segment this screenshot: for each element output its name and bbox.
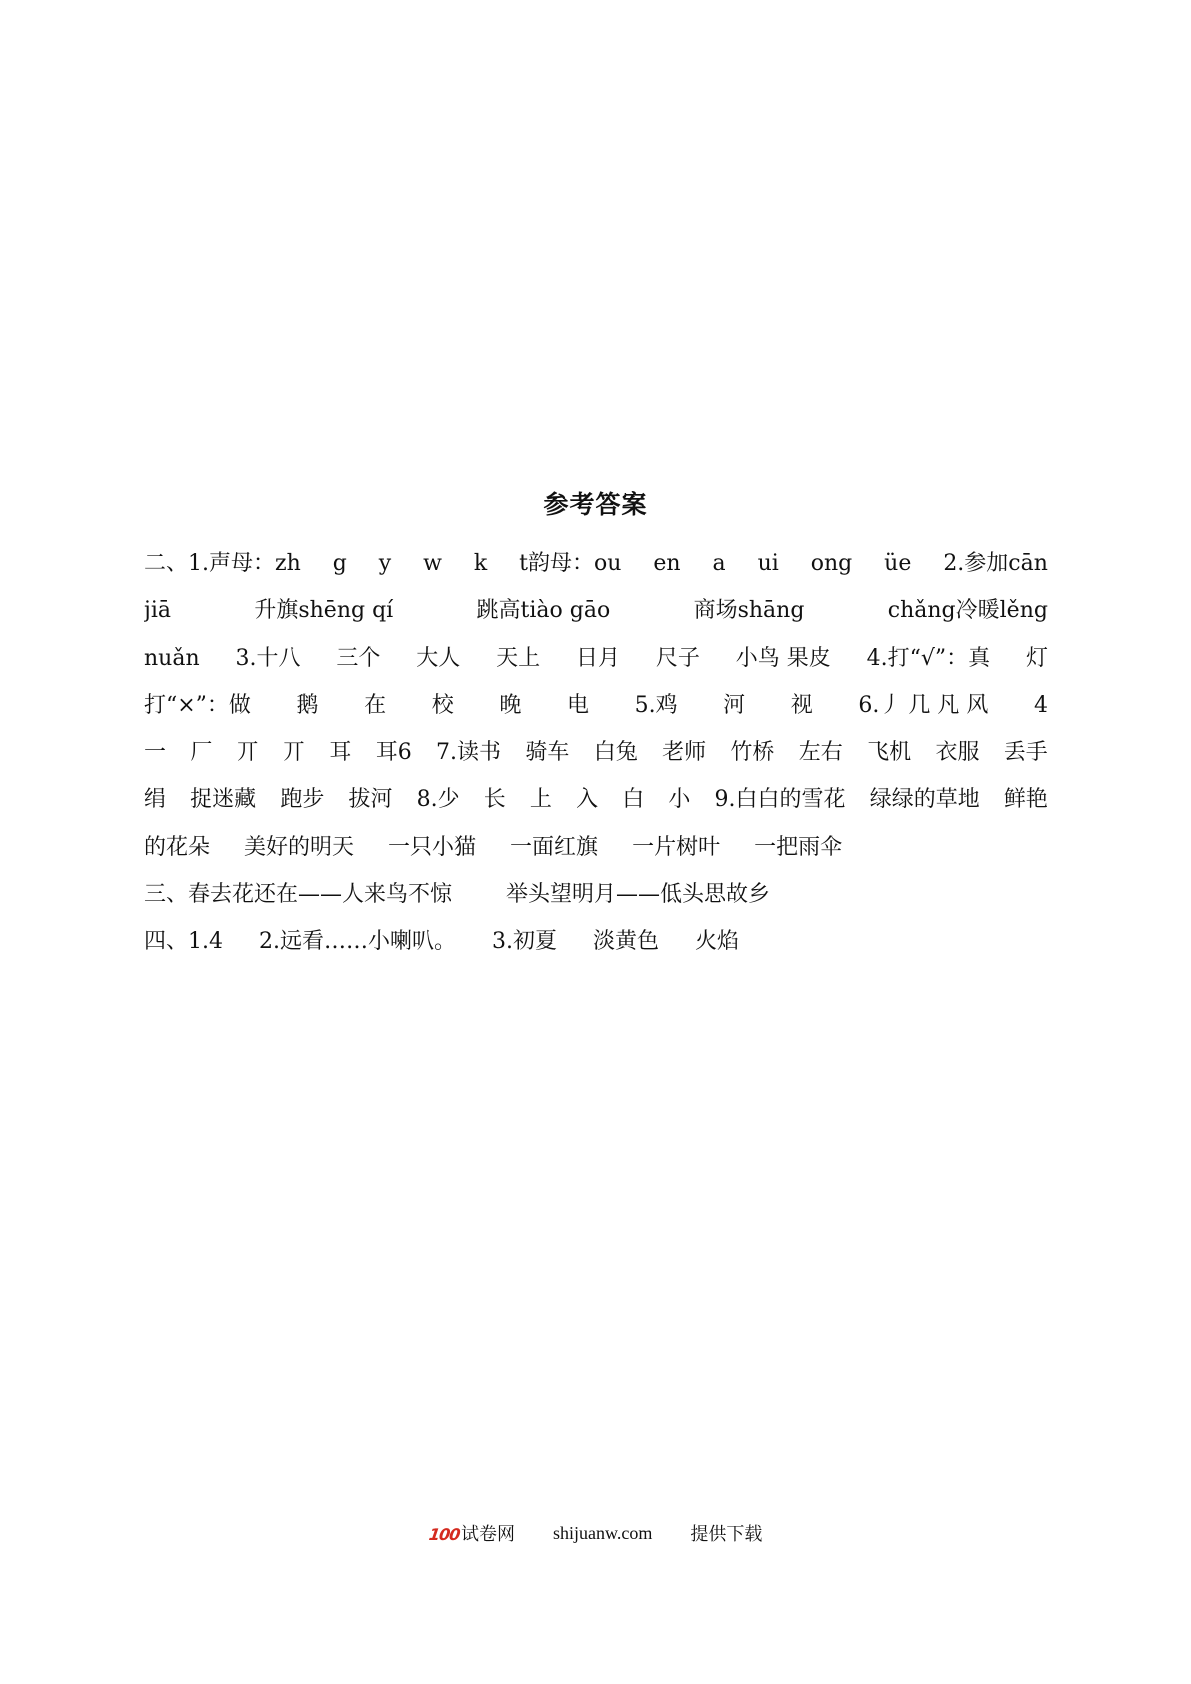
answer-segment: 火焰 [695, 929, 740, 955]
answer-segment: 河 [723, 692, 746, 718]
answer-segment: 三个 [336, 645, 381, 671]
answer-segment: ui [757, 551, 779, 576]
answer-segment: jiā [144, 598, 171, 624]
answer-line-3 [144, 635, 1048, 682]
answer-segment: y [378, 551, 392, 576]
answer-segment: 视 [790, 692, 813, 718]
answer-segment: 跳高tiào gāo [476, 598, 611, 624]
answer-segment: 2.远看……小喇叭。 [259, 929, 456, 955]
brand-name: 试卷网 [461, 1524, 516, 1544]
answer-segment: 天上 [496, 645, 541, 671]
answer-segment: 晚 [499, 692, 522, 718]
answer-segment: 老师 [662, 740, 707, 766]
answer-line-4 [144, 682, 1048, 729]
page-footer [0, 1520, 1191, 1546]
answer-segment: 6.丿 几 凡 风 [858, 692, 989, 718]
answer-segment: 一片树叶 [632, 834, 721, 860]
answer-segment: 在 [364, 692, 387, 718]
answer-segment: k [473, 551, 488, 576]
answer-segment: 丌 [283, 740, 306, 766]
site-url: shijuanw.com [553, 1522, 653, 1543]
answer-segment: 长 [483, 787, 506, 813]
answer-segment: 美好的明天 [244, 834, 355, 860]
answer-segment: 小鸟 果皮 [735, 645, 831, 671]
answer-segment: en [653, 551, 681, 576]
answer-segment: 3.十八 [235, 645, 301, 671]
answer-segment: 左右 [798, 740, 843, 766]
answer-segment: 7.读书 [436, 740, 502, 766]
answer-segment: 绿绿的草地 [869, 787, 980, 813]
page-title: 参考答案 [543, 490, 648, 519]
answer-segment: 白 [622, 787, 645, 813]
answer-segment: 淡黄色 [593, 929, 660, 955]
answer-segment: 3.初夏 [492, 929, 557, 955]
answer-segment: 鹅 [296, 692, 319, 718]
answer-segment: 上 [529, 787, 552, 813]
answer-segment: 绢 [144, 787, 167, 813]
answer-segment: a [712, 551, 726, 576]
answer-segment: 飞机 [867, 740, 912, 766]
answer-segment: 耳 [329, 740, 352, 766]
download-note: 提供下载 [690, 1524, 763, 1544]
answer-segment: 4 [1033, 692, 1048, 718]
answer-segment: w [423, 551, 442, 576]
answer-segment: 的花朵 [144, 834, 211, 860]
answer-segment: nuǎn [144, 645, 200, 671]
answer-segment: 4.打“√”：真 [866, 645, 991, 671]
answer-segment: 打“×”：做 [144, 692, 251, 718]
answer-segment: ong [810, 551, 853, 576]
answer-segment: 厂 [190, 740, 213, 766]
answer-segment: 跑步 [280, 787, 325, 813]
answer-segment: 耳6 [375, 740, 412, 766]
answer-segment: 四、1.4 [144, 929, 223, 955]
answer-segment: 升旗shēng qí [254, 598, 394, 624]
answer-segment: 日月 [575, 645, 620, 671]
answer-body [144, 540, 1048, 966]
answer-segment: 拔河 [348, 787, 393, 813]
answer-segment: 骑车 [525, 740, 570, 766]
answer-segment: 一只小猫 [388, 834, 477, 860]
answer-segment: g [332, 551, 347, 576]
answer-segment: 捉迷藏 [190, 787, 257, 813]
answer-segment: chǎng冷暖lěng [887, 598, 1048, 624]
answer-line-5 [144, 729, 1048, 776]
answer-segment: 一面红旗 [510, 834, 599, 860]
answer-segment: 尺子 [655, 645, 700, 671]
answer-line-2 [144, 587, 1048, 634]
answer-segment: 举头望明月——低头思故乡 [506, 882, 771, 908]
site-brand [429, 1520, 515, 1546]
answer-segment: 灯 [1025, 645, 1048, 671]
answer-segment: 校 [431, 692, 454, 718]
answer-segment: 商场shāng [693, 598, 805, 624]
answer-segment: 丌 [236, 740, 259, 766]
answer-segment: 一 [144, 740, 167, 766]
answer-segment: 2.参加cān [943, 551, 1048, 576]
answer-line-1 [144, 540, 1048, 587]
site-logo: 100 [427, 1525, 461, 1544]
answer-segment: 鲜艳 [1003, 787, 1048, 813]
answer-segment: üe [884, 551, 912, 576]
answer-segment: 9.白白的雪花 [714, 787, 846, 813]
answer-segment: 5.鸡 [634, 692, 678, 718]
answer-line-9 [144, 918, 1048, 965]
answer-segment: 8.少 [416, 787, 460, 813]
answer-segment: 衣服 [935, 740, 980, 766]
answer-segment: 白兔 [593, 740, 638, 766]
answer-segment: 丢手 [1003, 740, 1048, 766]
answer-segment: 竹桥 [730, 740, 775, 766]
answer-line-6 [144, 776, 1048, 823]
answer-segment: t韵母：ou [519, 551, 622, 576]
answer-line-7 [144, 824, 1048, 871]
answer-segment: 大人 [416, 645, 461, 671]
answer-segment: 电 [566, 692, 589, 718]
answer-segment: 一把雨伞 [754, 834, 843, 860]
answer-line-8 [144, 871, 1048, 918]
answer-segment: 入 [576, 787, 599, 813]
answer-segment: 二、1.声母：zh [144, 551, 301, 576]
answer-segment: 小 [668, 787, 691, 813]
answer-segment: 三、春去花还在——人来鸟不惊 [144, 882, 453, 908]
